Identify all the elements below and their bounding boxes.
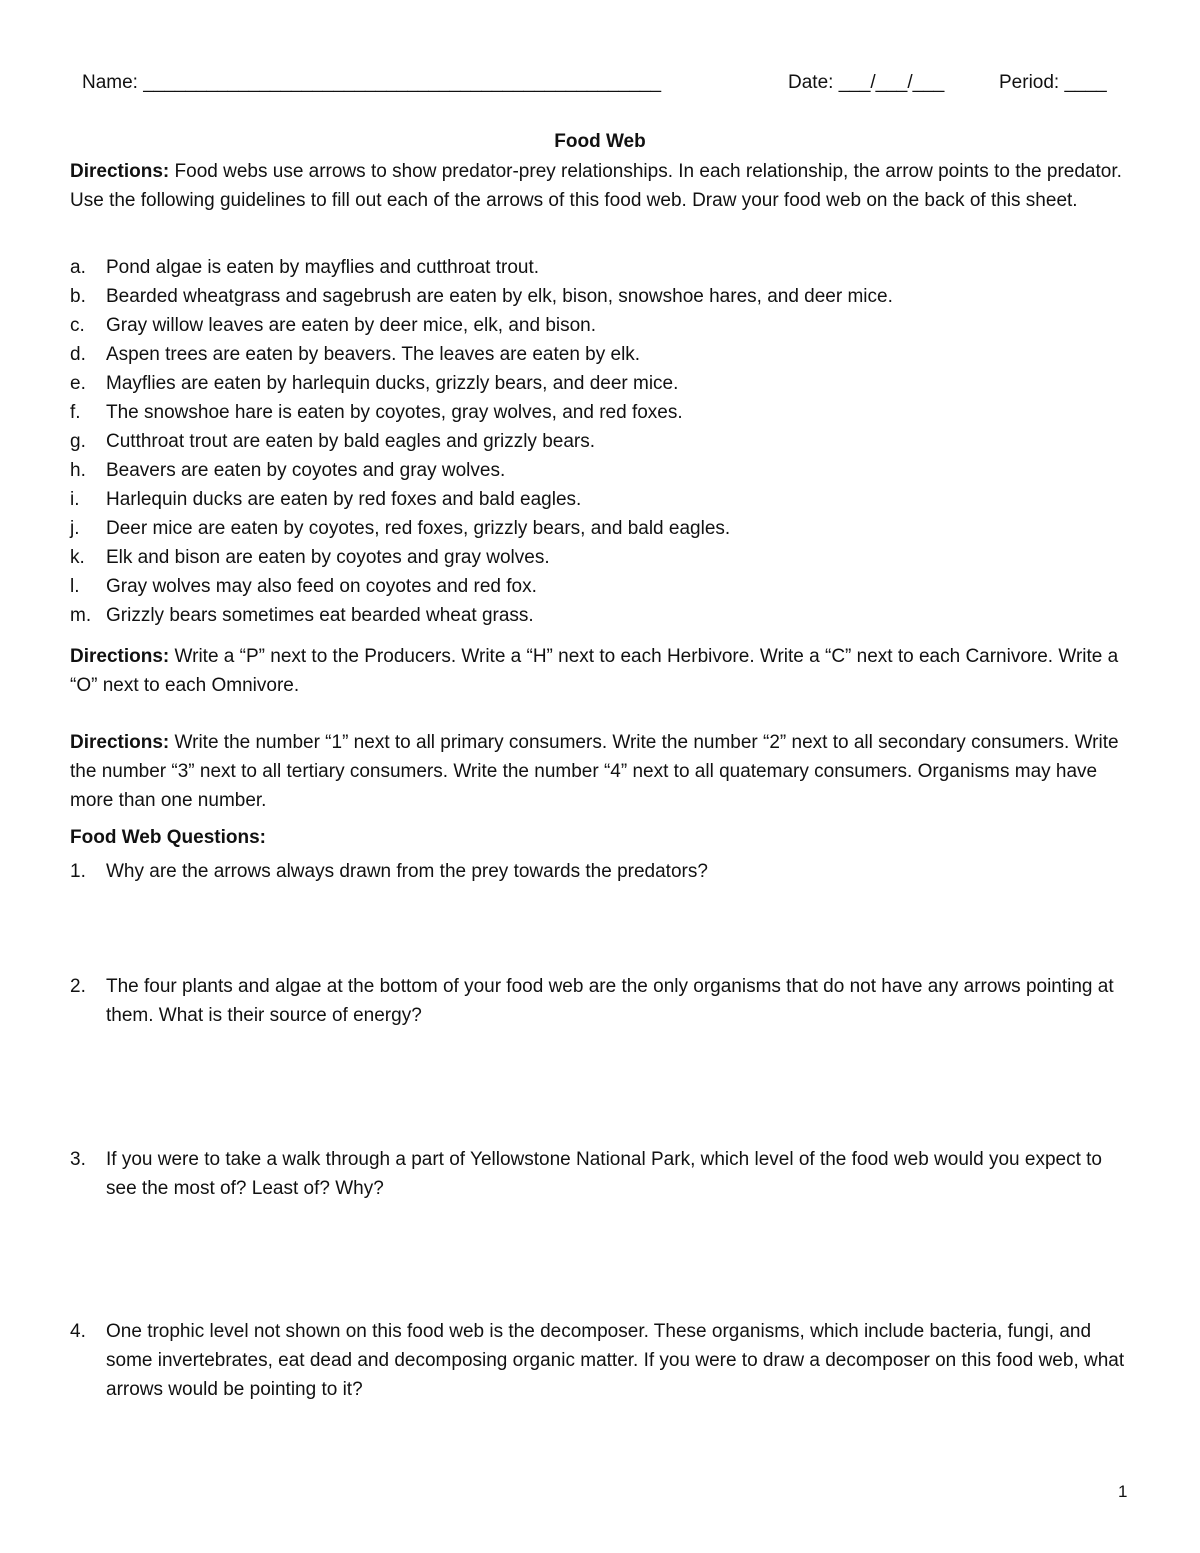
directions-text: Write the number “1” next to all primary consumers. Write the number “2” next to all secondary consumers. Write the number “3” next to all tertiary consumers. Write the number “4” next to all quatemary consumers. Organisms may have more than one number. bbox=[70, 732, 1119, 811]
page-title: Food Web bbox=[554, 131, 646, 152]
list-item bbox=[70, 543, 1130, 572]
questions-heading: Food Web Questions: bbox=[70, 827, 266, 848]
question-number: 4. bbox=[70, 1321, 86, 1342]
item-marker: c. bbox=[70, 315, 85, 336]
item-marker: g. bbox=[70, 431, 86, 452]
item-marker: l. bbox=[70, 576, 80, 597]
item-marker: e. bbox=[70, 373, 86, 394]
item-marker: d. bbox=[70, 344, 86, 365]
item-marker: f. bbox=[70, 402, 81, 423]
directions-text: Food webs use arrows to show predator-prey relationships. In each relationship, the arrow points to the predator. Use the following guidelines to fill out each of the arrows of this food web. Draw your food web on the back of this sheet. bbox=[70, 161, 1122, 211]
list-item bbox=[70, 485, 1130, 514]
guideline-list bbox=[70, 253, 1130, 630]
item-text: Grizzly bears sometimes eat bearded wheat grass. bbox=[106, 605, 534, 626]
item-text: Pond algae is eaten by mayflies and cutthroat trout. bbox=[106, 257, 540, 278]
list-item bbox=[70, 282, 1130, 311]
directions-label: Directions: bbox=[70, 732, 170, 753]
question-text: Why are the arrows always drawn from the prey towards the predators? bbox=[106, 861, 708, 882]
item-text: The snowshoe hare is eaten by coyotes, gray wolves, and red foxes. bbox=[106, 402, 683, 423]
list-item bbox=[70, 398, 1130, 427]
item-marker: m. bbox=[70, 605, 92, 626]
list-item bbox=[70, 572, 1130, 601]
date-field: Date: ___/___/___ bbox=[788, 72, 945, 93]
question-number: 1. bbox=[70, 861, 86, 882]
list-item bbox=[70, 514, 1130, 543]
question-item bbox=[70, 1145, 1130, 1203]
question-number: 3. bbox=[70, 1149, 86, 1170]
question-item bbox=[70, 972, 1130, 1030]
item-marker: k. bbox=[70, 547, 85, 568]
item-text: Harlequin ducks are eaten by red foxes and bald eagles. bbox=[106, 489, 582, 510]
item-text: Cutthroat trout are eaten by bald eagles and grizzly bears. bbox=[106, 431, 596, 452]
list-item bbox=[70, 456, 1130, 485]
item-marker: j. bbox=[70, 518, 80, 539]
item-text: Mayflies are eaten by harlequin ducks, grizzly bears, and deer mice. bbox=[106, 373, 679, 394]
question-text: The four plants and algae at the bottom of your food web are the only organisms that do not have any arrows pointing at them. What is their source of energy? bbox=[106, 976, 1114, 1026]
directions-label: Directions: bbox=[70, 646, 170, 667]
list-item bbox=[70, 601, 1130, 630]
item-marker: h. bbox=[70, 460, 86, 481]
list-item bbox=[70, 369, 1130, 398]
directions-consumer-numbers bbox=[70, 728, 1130, 815]
question-item bbox=[70, 1317, 1130, 1404]
question-item bbox=[70, 857, 1130, 886]
item-text: Aspen trees are eaten by beavers. The leaves are eaten by elk. bbox=[106, 344, 641, 365]
directions-trophic-letters bbox=[70, 642, 1130, 700]
directions-food-web bbox=[70, 157, 1130, 215]
item-marker: a. bbox=[70, 257, 86, 278]
item-text: Gray wolves may also feed on coyotes and red fox. bbox=[106, 576, 537, 597]
item-text: Gray willow leaves are eaten by deer mice, elk, and bison. bbox=[106, 315, 597, 336]
item-text: Deer mice are eaten by coyotes, red foxes, grizzly bears, and bald eagles. bbox=[106, 518, 731, 539]
page-number: 1 bbox=[1118, 1482, 1128, 1501]
directions-label: Directions: bbox=[70, 161, 170, 182]
period-field: Period: ____ bbox=[999, 72, 1107, 93]
name-field: Name: _________________________________________________ bbox=[82, 72, 662, 93]
question-text: One trophic level not shown on this food web is the decomposer. These organisms, which include bacteria, fungi, and some invertebrates, eat dead and decomposing organic matter. If you were to draw a decomposer on this food web, what arrows would be pointing to it? bbox=[106, 1321, 1125, 1400]
list-item bbox=[70, 427, 1130, 456]
item-marker: i. bbox=[70, 489, 80, 510]
item-text: Bearded wheatgrass and sagebrush are eaten by elk, bison, snowshoe hares, and deer mice. bbox=[106, 286, 893, 307]
question-number: 2. bbox=[70, 976, 86, 997]
item-text: Elk and bison are eaten by coyotes and gray wolves. bbox=[106, 547, 550, 568]
directions-text: Write a “P” next to the Producers. Write a “H” next to each Herbivore. Write a “C” next to each Carnivore. Write a “O” next to each Omnivore. bbox=[70, 646, 1119, 696]
list-item bbox=[70, 340, 1130, 369]
list-item bbox=[70, 311, 1130, 340]
question-text: If you were to take a walk through a part of Yellowstone National Park, which level of the food web would you expect to see the most of? Least of? Why? bbox=[106, 1149, 1102, 1199]
item-marker: b. bbox=[70, 286, 86, 307]
item-text: Beavers are eaten by coyotes and gray wolves. bbox=[106, 460, 506, 481]
list-item bbox=[70, 253, 1130, 282]
